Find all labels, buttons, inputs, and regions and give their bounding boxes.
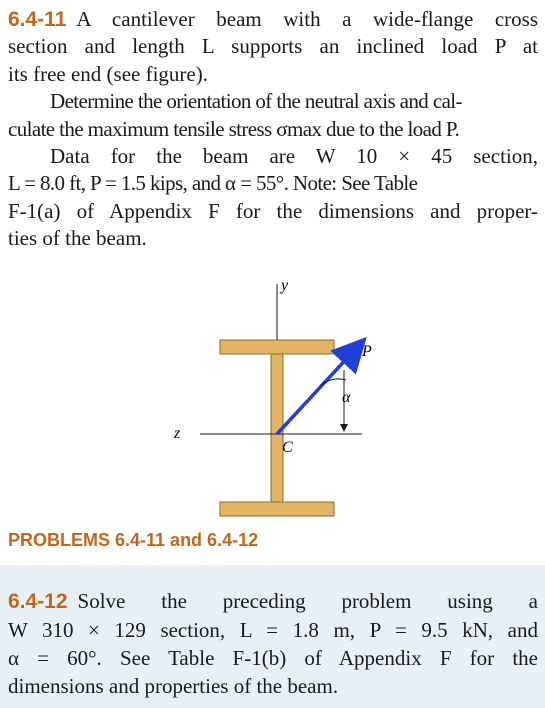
figure-caption: PROBLEMS 6.4-11 and 6.4-12 (8, 530, 259, 550)
top-flange (220, 340, 334, 354)
problem-line-2: section and length L supports an inclined load P at (8, 34, 538, 59)
problem-number: 6.4-12 (8, 590, 68, 613)
centroid-label: C (282, 439, 293, 456)
problem-6-4-11-text (8, 6, 538, 253)
problem-6-4-12-text (8, 587, 538, 700)
problem-line-7: L = 8.0 ft, P = 1.5 kips, and α = 55°. Note: See Table (8, 171, 418, 196)
problem2-line-1: 6.4-12 Solve the preceding problem using a (8, 589, 538, 613)
load-p-arrow (277, 342, 362, 434)
problem-line-6: Data for the beam are W 10 × 45 section, (50, 144, 538, 169)
problem2-line-3: α = 60°. See Table F-1(b) of Appendix F for the (8, 646, 538, 670)
y-axis-label: y (281, 277, 289, 294)
load-p-label: P (362, 343, 372, 360)
beam-cross-section-figure (150, 270, 410, 530)
problem-line-3: its free end (see figure). (8, 61, 208, 86)
problem2-line-2: W 310 × 129 section, L = 1.8 m, P = 9.5 kN, and (8, 618, 538, 642)
problem-line-1: 6.4-11 A cantilever beam with a wide-flange cross (8, 7, 538, 31)
problem-line-5: culate the maximum tensile stress σmax due to the load P. (8, 116, 460, 141)
wide-flange-section (220, 340, 334, 516)
problem-6-4-12 (0, 565, 545, 708)
problem-line-8: F-1(a) of Appendix F for the dimensions and proper- (8, 198, 538, 223)
problem-number: 6.4-11 (8, 8, 67, 31)
problem-line-4: Determine the orientation of the neutral axis and cal- (50, 89, 462, 114)
bottom-flange (220, 502, 334, 516)
alpha-label: α (342, 389, 351, 406)
z-axis-label: z (174, 425, 181, 442)
problem2-line-4: dimensions and properties of the beam. (8, 674, 339, 698)
problem-line-9: ties of the beam. (8, 226, 147, 251)
